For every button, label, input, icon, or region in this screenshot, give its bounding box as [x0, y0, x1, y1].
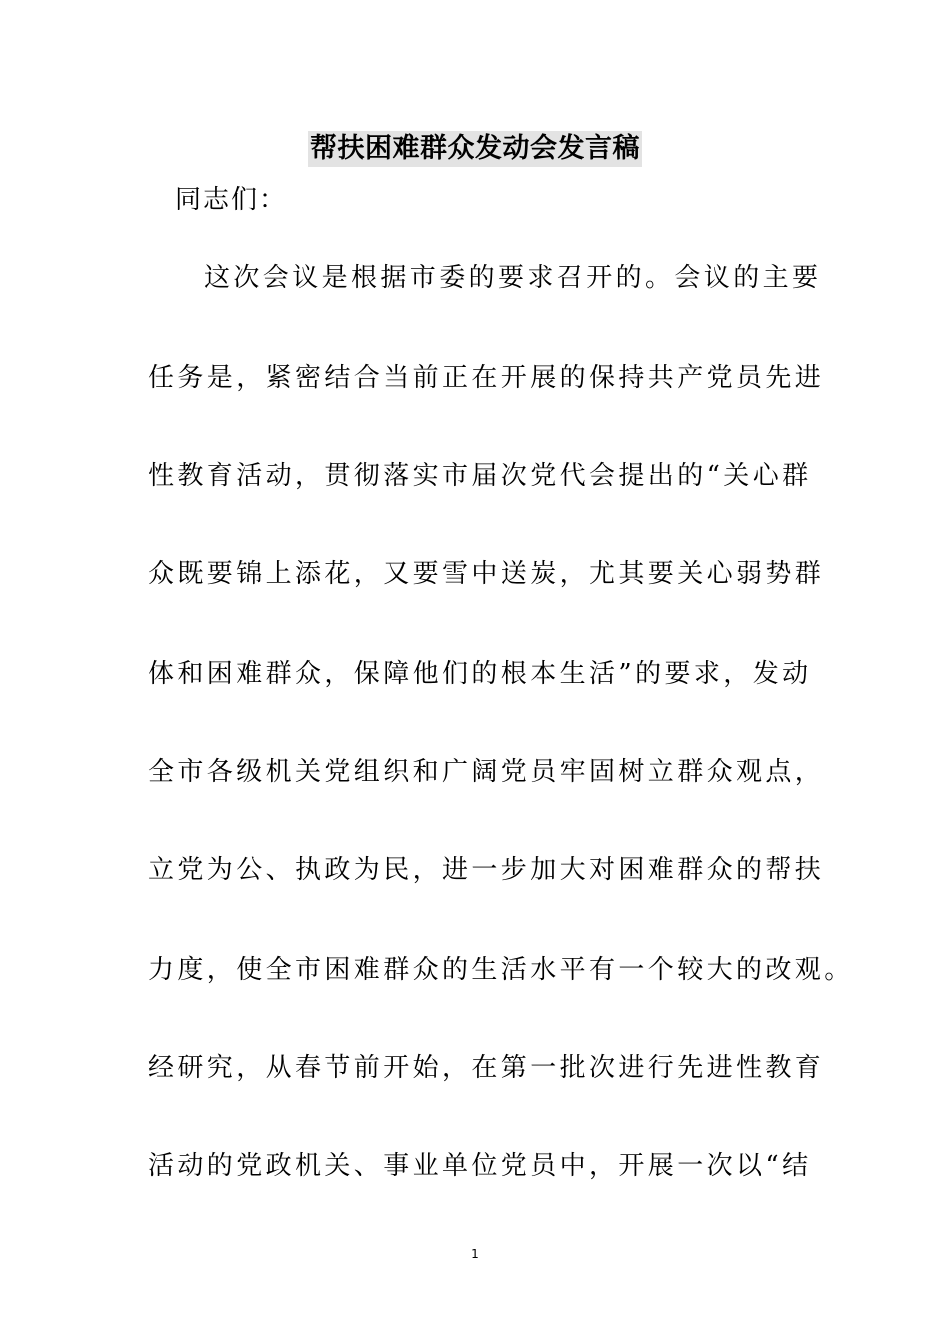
paragraph-line-9: 经研究，从春节前开始，在第一批次进行先进性教育: [148, 1053, 825, 1083]
paragraph-line-1: 这次会议是根据市委的要求召开的。会议的主要: [204, 263, 822, 293]
paragraph-line-4: 众既要锦上添花，又要雪中送炭，尤其要关心弱势群: [148, 559, 825, 589]
paragraph-line-8: 力度，使全市困难群众的生活水平有一个较大的改观。: [148, 955, 854, 985]
salutation: 同志们：: [175, 185, 288, 215]
paragraph-line-7: 立党为公、执政为民，进一步加大对困难群众的帮扶: [148, 855, 825, 885]
paragraph-line-2: 任务是，紧密结合当前正在开展的保持共产党员先进: [148, 363, 825, 393]
paragraph-line-5: 体和困难群众，保障他们的根本生活”的要求，发动: [148, 659, 812, 689]
paragraph-line-3: 性教育活动，贯彻落实市届次党代会提出的“关心群: [148, 461, 812, 491]
paragraph-line-6: 全市各级机关党组织和广阔党员牢固树立群众观点，: [148, 757, 825, 787]
paragraph-line-10: 活动的党政机关、事业单位党员中，开展一次以“结: [148, 1151, 812, 1181]
title-container: [0, 131, 950, 167]
document-title: 帮扶困难群众发动会发言稿: [308, 131, 642, 167]
page-number: 1: [471, 1247, 479, 1261]
